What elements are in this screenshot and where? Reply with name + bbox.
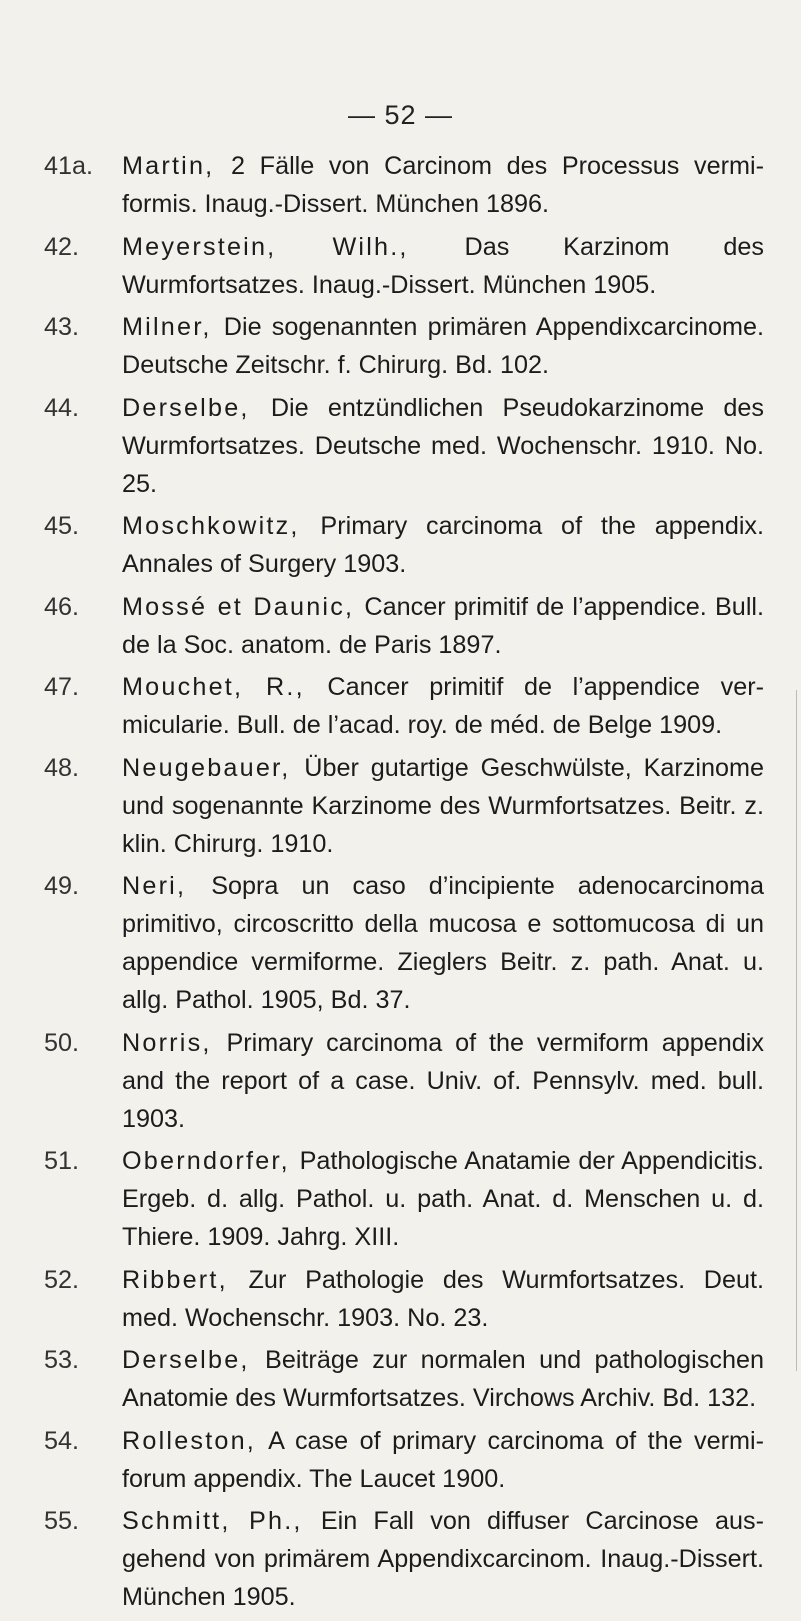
reference-item xyxy=(44,507,764,583)
reference-item xyxy=(44,749,764,863)
reference-author: Norris, xyxy=(122,1028,212,1057)
reference-text: Sopra un caso d’incipiente adenocarcinoma primitivo, circoscritto della mucosa e sottomucosa di un appendice vermiforme. Zieglers Beitr. z. path. Anat. u. allg. Pathol. 1905, Bd. 37. xyxy=(122,872,764,1014)
reference-author: Mouchet, R., xyxy=(122,673,305,701)
reference-item xyxy=(44,147,764,223)
reference-text: Ein Fall von diffuser Carcinose aus- gehend von primärem Appendixcarcinom. Inaug.-Dissert. München 1905. xyxy=(122,1507,765,1611)
reference-text: A case of primary carcinoma of the vermi- forum appendix. The Laucet 1900. xyxy=(122,1426,765,1493)
reference-text: Das Karzinom des Wurmfortsatzes. Inaug.-Dissert. München 1905. xyxy=(122,232,765,299)
reference-item xyxy=(44,1024,764,1138)
reference-item xyxy=(44,308,764,384)
reference-author: Milner, xyxy=(122,313,212,341)
reference-item xyxy=(44,1142,764,1256)
reference-number: 42. xyxy=(44,232,80,261)
reference-text: Cancer primitif de l’appendice ver- micularie. Bull. de l’acad. roy. de méd. de Belge 1909. xyxy=(122,673,765,739)
reference-number: 55. xyxy=(44,1507,80,1535)
reference-author: Meyerstein, Wilh., xyxy=(122,232,409,261)
reference-author: Moschkowitz, xyxy=(122,512,300,540)
reference-item xyxy=(44,1261,764,1337)
reference-author: Ribbert, xyxy=(122,1265,228,1294)
reference-number: 41a. xyxy=(44,152,94,180)
reference-item xyxy=(44,1422,764,1498)
reference-author: Neri, xyxy=(122,872,187,900)
reference-number: 54. xyxy=(44,1426,80,1455)
reference-number: 52. xyxy=(44,1265,80,1294)
reference-item xyxy=(44,228,764,304)
reference-author: Martin, xyxy=(122,152,215,180)
reference-number: 45. xyxy=(44,512,80,540)
reference-text: Primary carcinoma of the vermiform appendix and the report of a case. Univ. of. Pennsylv. med. bull. 1903. xyxy=(122,1028,764,1133)
reference-text: 2 Fälle von Carcinom des Processus vermi- formis. Inaug.-Dissert. München 1896. xyxy=(122,152,764,218)
reference-author: Rolleston, xyxy=(122,1426,257,1455)
reference-number: 48. xyxy=(44,753,80,782)
reference-number: 44. xyxy=(44,393,80,422)
reference-number: 46. xyxy=(44,592,80,621)
reference-author: Derselbe, xyxy=(122,1346,250,1374)
reference-item xyxy=(44,668,764,744)
reference-text: Über gutartige Geschwülste, Karzinome und sogenannte Karzinome des Wurmfortsatzes. Beitr. z. klin. Chirurg. 1910. xyxy=(122,753,765,858)
reference-text: Die entzündlichen Pseudokarzinome des Wurmfortsatzes. Deutsche med. Wochenschr. 1910. No. 25. xyxy=(122,393,764,498)
reference-author: Derselbe, xyxy=(122,393,250,422)
reference-text: Zur Pathologie des Wurmfortsatzes. Deut. med. Wochenschr. 1903. No. 23. xyxy=(122,1265,764,1332)
reference-item xyxy=(44,867,764,1019)
reference-author: Schmitt, Ph., xyxy=(122,1507,303,1535)
reference-number: 49. xyxy=(44,872,80,900)
reference-item xyxy=(44,1341,764,1417)
reference-item xyxy=(44,389,764,503)
reference-author: Mossé et Daunic, xyxy=(122,592,355,621)
reference-number: 43. xyxy=(44,313,80,341)
reference-text: Primary carcinoma of the appendix. Annales of Surgery 1903. xyxy=(122,512,765,578)
reference-text: Cancer primitif de l’appendice. Bull. de la Soc. anatom. de Paris 1897. xyxy=(122,592,765,659)
page-edge-line xyxy=(796,690,797,1371)
reference-item xyxy=(44,1502,764,1616)
reference-number: 53. xyxy=(44,1346,80,1374)
reference-author: Neugebauer, xyxy=(122,753,291,782)
page-number: — 52 — xyxy=(347,100,454,130)
reference-item xyxy=(44,588,764,664)
reference-author: Oberndorfer, xyxy=(122,1147,290,1175)
reference-text: Beiträge zur normalen und pathologischen Anatomie des Wurmfortsatzes. Virchows Archiv. Bd. 132. xyxy=(122,1346,764,1412)
reference-list xyxy=(44,147,764,1621)
reference-number: 51. xyxy=(44,1147,80,1175)
reference-number: 47. xyxy=(44,673,80,701)
reference-text: Die sogenannten primären Appendixcarcinome. Deutsche Zeitschr. f. Chirurg. Bd. 102. xyxy=(122,313,764,379)
reference-text: Pathologische Anatamie der Appendicitis. Ergeb. d. allg. Pathol. u. path. Anat. d. Menschen u. d. Thiere. 1909. Jahrg. XIII. xyxy=(122,1147,764,1251)
reference-number: 50. xyxy=(44,1028,80,1057)
